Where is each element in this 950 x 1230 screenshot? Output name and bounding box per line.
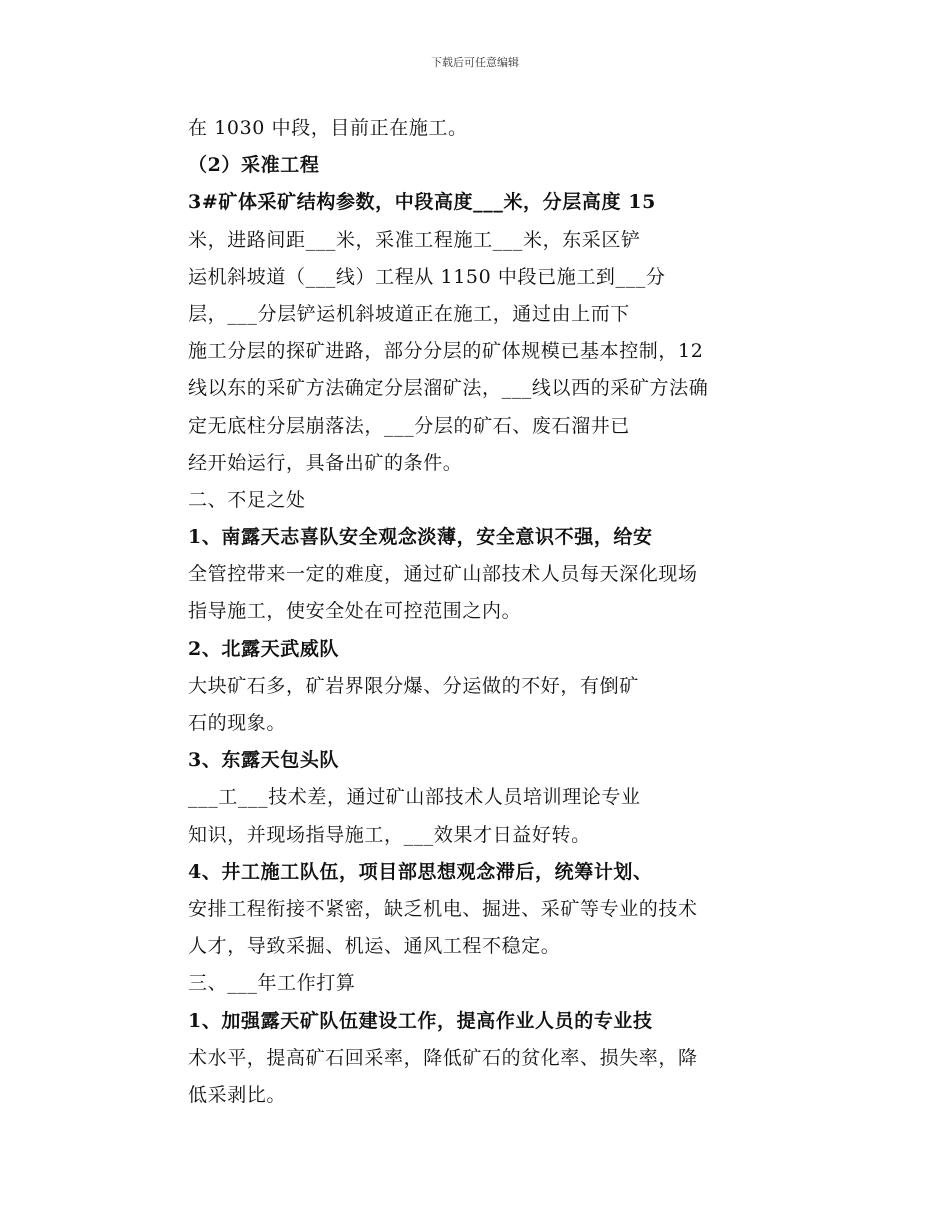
- text-line-23: 人才，导致采掘、机运、通风工程不稳定。: [188, 935, 561, 958]
- text-line-26: 术水平，提高矿石回采率，降低矿石的贫化率、损失率，降: [188, 1046, 698, 1069]
- text-line-27: 低采剥比。: [188, 1083, 287, 1106]
- text-line-13: 全管控带来一定的难度，通过矿山部技术人员每天深化现场: [188, 563, 698, 586]
- text-line-4: 米，进路间距___米，采准工程施工___米，东采区铲: [188, 228, 641, 251]
- text-line-15: 2、北露天武威队: [188, 637, 340, 660]
- text-line-7: 施工分层的探矿进路，部分分层的矿体规模已基本控制，12: [188, 340, 704, 363]
- text-line-18: 3、东露天包头队: [188, 749, 340, 772]
- text-line-5: 运机斜坡道（___线）工程从 1150 中段已施工到___分: [188, 265, 666, 288]
- text-line-10: 经开始运行，具备出矿的条件。: [188, 451, 463, 474]
- text-line-12: 1、南露天志喜队安全观念淡薄，安全意识不强，给安: [188, 526, 653, 549]
- text-line-8: 线以东的采矿方法确定分层溜矿法，___线以西的采矿方法确: [188, 377, 709, 400]
- text-line-6: 层，___分层铲运机斜坡道正在施工，通过由上而下: [188, 302, 630, 325]
- text-line-19: ___工___技术差，通过矿山部技术人员培训理论专业: [188, 786, 641, 809]
- section-heading-work-plan: 三、___年工作打算: [188, 972, 356, 995]
- text-line-16: 大块矿石多，矿岩界限分爆、分运做的不好，有倒矿: [188, 674, 639, 697]
- page-header: 下载后可任意编辑: [431, 56, 519, 69]
- text-line-17: 石的现象。: [188, 712, 287, 734]
- text-line-21: 4、井工施工队伍，项目部思想观念滞后，统筹计划、: [188, 860, 653, 883]
- text-line-22: 安排工程衔接不紧密，缺乏机电、掘进、采矿等专业的技术: [188, 897, 698, 920]
- text-line-3: 3#矿体采矿结构参数，中段高度___米，分层高度 15: [188, 191, 656, 214]
- text-line-20: 知识，并现场指导施工，___效果才日益好转。: [188, 823, 591, 846]
- text-line-14: 指导施工，使安全处在可控范围之内。: [188, 600, 522, 623]
- text-line-9: 定无底柱分层崩落法，___分层的矿石、废石溜井已: [188, 414, 630, 437]
- text-line-1: 在 1030 中段，目前正在施工。: [188, 117, 468, 139]
- section-heading-shortcomings: 二、不足之处: [188, 488, 306, 511]
- text-line-25: 1、加强露天矿队伍建设工作，提高作业人员的专业技: [188, 1009, 653, 1032]
- document-body: [188, 110, 788, 1114]
- section-heading-mining-prep: （2）采准工程: [188, 154, 320, 177]
